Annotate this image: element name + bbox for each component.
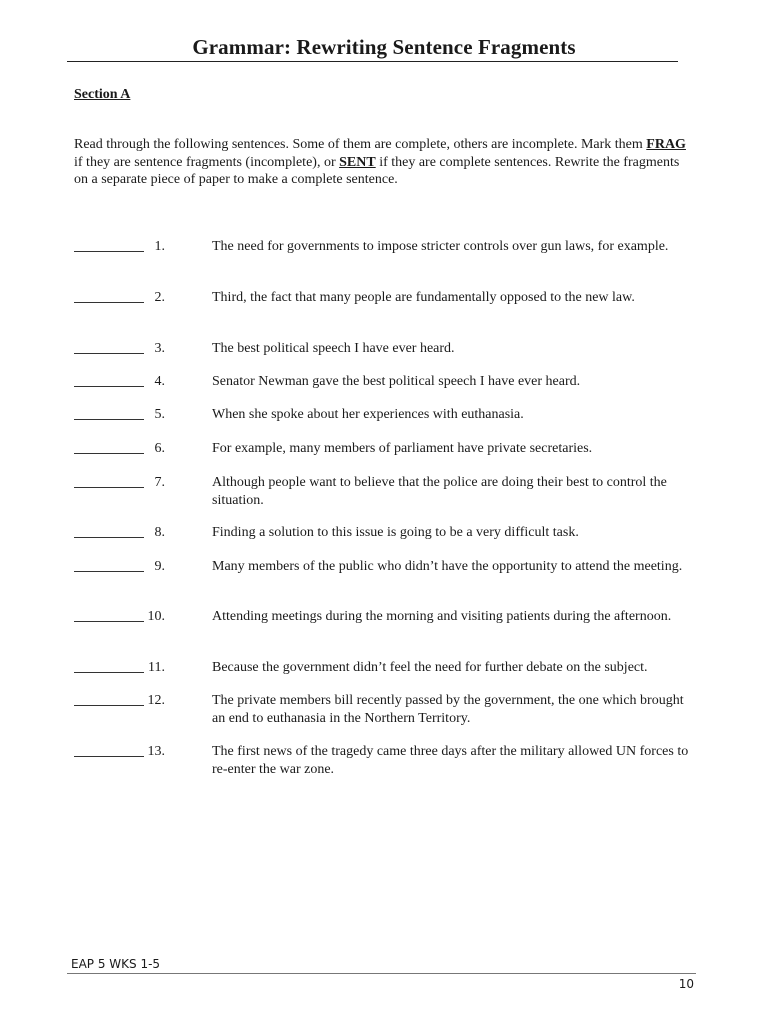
item-number: 9. bbox=[154, 559, 165, 574]
item-sentence: When she spoke about her experiences with euthanasia. bbox=[212, 407, 524, 422]
item-sentence: Third, the fact that many people are fundamentally opposed to the new law. bbox=[212, 290, 635, 305]
frag-keyword: FRAG bbox=[646, 137, 686, 152]
page-title: Grammar: Rewriting Sentence Fragments bbox=[192, 35, 576, 59]
section-heading: Section A bbox=[74, 87, 131, 102]
item-number: 1. bbox=[154, 239, 165, 254]
answer-blank[interactable] bbox=[74, 537, 144, 538]
instructions-text-2: if they are sentence fragments (incomplete), or bbox=[74, 154, 340, 170]
item-number: 11. bbox=[148, 660, 165, 675]
answer-blank[interactable] bbox=[74, 705, 144, 706]
instructions-text-3: if they are complete sentences. Rewrite the fragments on a separate piece of paper to make a complete sentence. bbox=[74, 154, 680, 187]
answer-blank[interactable] bbox=[74, 571, 144, 572]
item-sentence: Many members of the public who didn’t have the opportunity to attend the meeting. bbox=[212, 559, 683, 574]
item-sentence: For example, many members of parliament have private secretaries. bbox=[212, 441, 593, 456]
item-sentence: Although people want to believe that the police are doing their best to control the situation. bbox=[212, 475, 667, 508]
instructions-paragraph bbox=[74, 136, 694, 189]
item-number: 10. bbox=[147, 609, 165, 624]
item-number: 7. bbox=[154, 475, 165, 490]
item-number: 5. bbox=[154, 407, 165, 422]
item-sentence: The first news of the tragedy came three days after the military allowed UN forces to re-enter the war zone. bbox=[212, 744, 689, 777]
item-sentence: Finding a solution to this issue is going to be a very difficult task. bbox=[212, 525, 579, 540]
item-sentence: Attending meetings during the morning and visiting patients during the afternoon. bbox=[212, 609, 672, 624]
answer-blank[interactable] bbox=[74, 302, 144, 303]
footer-course-label: EAP 5 WKS 1-5 bbox=[71, 957, 161, 971]
item-sentence: The private members bill recently passed by the government, the one which brought an end to euthanasia in the Northern Territory. bbox=[212, 693, 684, 726]
answer-blank[interactable] bbox=[74, 453, 144, 454]
item-number: 6. bbox=[154, 441, 165, 456]
page-number: 10 bbox=[678, 977, 694, 991]
answer-blank[interactable] bbox=[74, 487, 144, 488]
instructions-text-1: Read through the following sentences. Some of them are complete, others are incomplete. Mark them bbox=[74, 137, 647, 152]
answer-blank[interactable] bbox=[74, 353, 144, 354]
answer-blank[interactable] bbox=[74, 672, 144, 673]
answer-blank[interactable] bbox=[74, 756, 144, 757]
item-number: 13. bbox=[147, 744, 165, 759]
item-number: 8. bbox=[154, 525, 165, 540]
sent-keyword: SENT bbox=[339, 154, 376, 170]
item-sentence: Senator Newman gave the best political speech I have ever heard. bbox=[212, 374, 581, 389]
answer-blank[interactable] bbox=[74, 386, 144, 387]
answer-blank[interactable] bbox=[74, 621, 144, 622]
answer-blank[interactable] bbox=[74, 251, 144, 252]
item-number: 4. bbox=[154, 374, 165, 389]
answer-blank[interactable] bbox=[74, 419, 144, 420]
footer-divider bbox=[67, 973, 696, 974]
item-number: 2. bbox=[154, 290, 165, 305]
item-sentence: Because the government didn’t feel the need for further debate on the subject. bbox=[212, 660, 648, 675]
item-sentence: The best political speech I have ever heard. bbox=[212, 341, 455, 356]
item-number: 12. bbox=[147, 693, 165, 708]
item-sentence: The need for governments to impose stricter controls over gun laws, for example. bbox=[212, 239, 669, 254]
item-number: 3. bbox=[154, 341, 165, 356]
title-divider bbox=[67, 61, 678, 62]
